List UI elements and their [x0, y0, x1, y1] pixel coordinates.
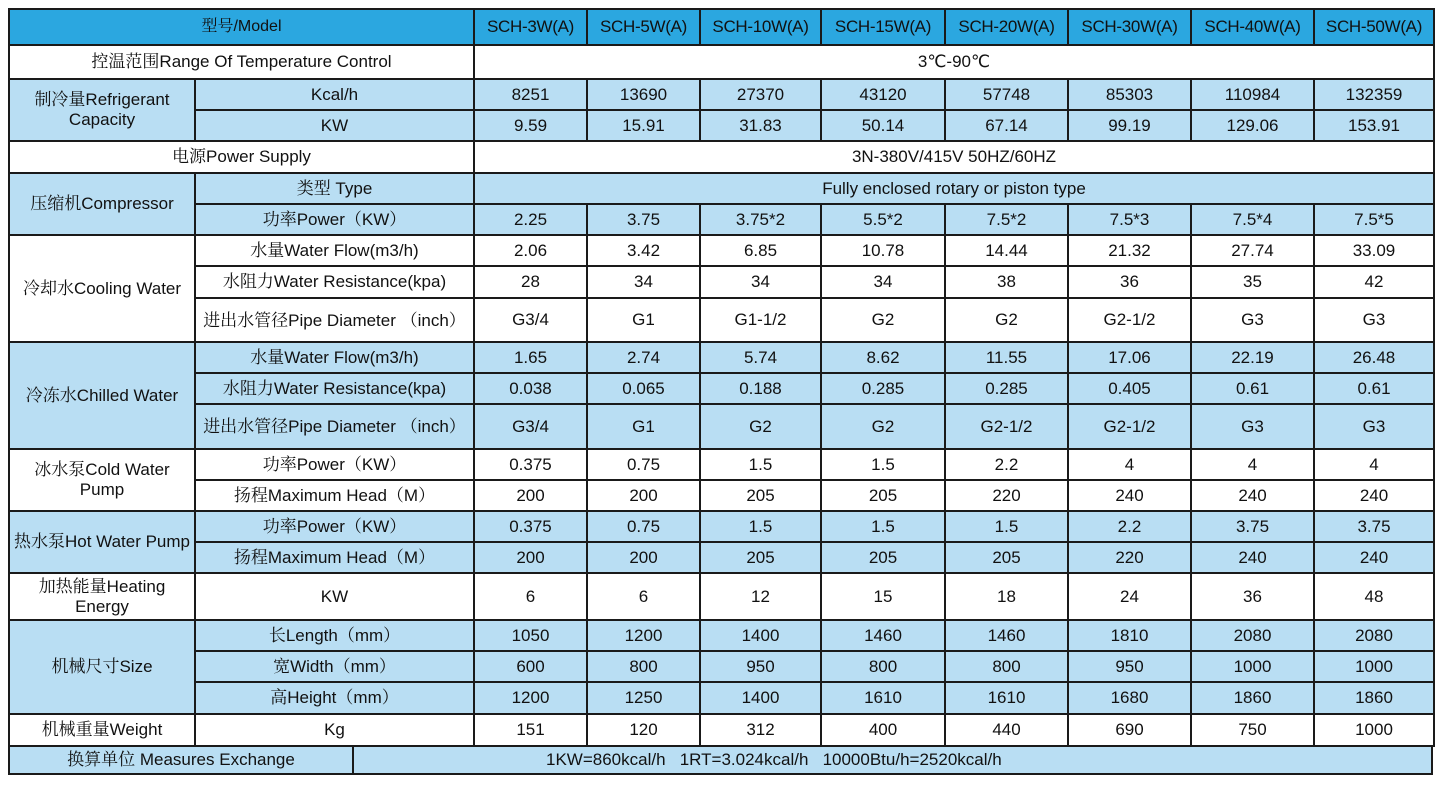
table-cell: 1200	[474, 682, 587, 714]
table-cell: 24	[1068, 573, 1191, 620]
table-cell: 200	[474, 542, 587, 573]
measures-exchange-value: 1KW=860kcal/h 1RT=3.024kcal/h 10000Btu/h=2520kcal/h	[546, 750, 1002, 769]
power-supply-label: 电源Power Supply	[9, 141, 474, 173]
table-cell: 3.75	[1191, 511, 1314, 542]
table-cell: 2.2	[1068, 511, 1191, 542]
model-name: SCH-5W(A)	[587, 9, 700, 45]
model-name: SCH-30W(A)	[1068, 9, 1191, 45]
chilled-flow-row	[9, 342, 1434, 373]
table-cell: 67.14	[945, 110, 1068, 141]
table-cell: 7.5*2	[945, 204, 1068, 235]
model-header-row	[9, 9, 1434, 45]
table-cell: 153.91	[1314, 110, 1434, 141]
hot-pump-power-row	[9, 511, 1434, 542]
table-cell: 1860	[1314, 682, 1434, 714]
heating-label: 加热能量Heating Energy	[9, 573, 195, 620]
table-cell: G2-1/2	[945, 404, 1068, 449]
hot-pump-head-label: 扬程Maximum Head（M）	[195, 542, 474, 573]
table-cell: 205	[700, 542, 821, 573]
table-cell: 33.09	[1314, 235, 1434, 266]
table-cell: 27.74	[1191, 235, 1314, 266]
table-cell: 800	[945, 651, 1068, 682]
model-name: SCH-15W(A)	[821, 9, 945, 45]
model-name: SCH-10W(A)	[700, 9, 821, 45]
table-cell: 48	[1314, 573, 1434, 620]
weight-row	[9, 714, 1434, 746]
table-cell: 1000	[1314, 651, 1434, 682]
size-height-label: 高Height（mm）	[195, 682, 474, 714]
compressor-type-value: Fully enclosed rotary or piston type	[474, 173, 1434, 204]
compressor-type-label: 类型 Type	[195, 173, 474, 204]
table-cell: 0.188	[700, 373, 821, 404]
table-cell: 1050	[474, 620, 587, 651]
table-cell: 3.75	[1314, 511, 1434, 542]
compressor-type-row	[9, 173, 1434, 204]
table-cell: 99.19	[1068, 110, 1191, 141]
table-cell: 12	[700, 573, 821, 620]
table-cell: 6	[587, 573, 700, 620]
table-cell: 36	[1191, 573, 1314, 620]
table-cell: 1.5	[821, 449, 945, 480]
table-cell: 31.83	[700, 110, 821, 141]
table-cell: G3	[1314, 298, 1434, 342]
table-cell: 1250	[587, 682, 700, 714]
table-cell: 750	[1191, 714, 1314, 746]
table-cell: 28	[474, 266, 587, 298]
table-cell: 0.61	[1314, 373, 1434, 404]
cooling-resistance-row	[9, 266, 1434, 298]
table-cell: 50.14	[821, 110, 945, 141]
table-cell: 34	[587, 266, 700, 298]
weight-unit: Kg	[195, 714, 474, 746]
table-cell: 1.65	[474, 342, 587, 373]
table-cell: 15	[821, 573, 945, 620]
cold-pump-label: 冰水泵Cold Water Pump	[9, 449, 195, 511]
table-cell: 43120	[821, 79, 945, 110]
chilled-pipe-label: 进出水管径Pipe Diameter （inch）	[195, 404, 474, 449]
cooling-resistance-label: 水阻力Water Resistance(kpa)	[195, 266, 474, 298]
table-cell: 3.75	[587, 204, 700, 235]
table-cell: 1460	[821, 620, 945, 651]
model-name: SCH-50W(A)	[1314, 9, 1434, 45]
temp-control-label: 控温范围Range Of Temperature Control	[9, 45, 474, 79]
temp-control-row	[9, 45, 1434, 79]
table-cell: 11.55	[945, 342, 1068, 373]
table-cell: G3	[1191, 298, 1314, 342]
hot-pump-power-label: 功率Power（KW）	[195, 511, 474, 542]
table-cell: 200	[587, 480, 700, 511]
chilled-water-label: 冷冻水Chilled Water	[9, 342, 195, 449]
table-cell: 240	[1068, 480, 1191, 511]
chilled-flow-label: 水量Water Flow(m3/h)	[195, 342, 474, 373]
table-cell: G1	[587, 298, 700, 342]
measures-exchange-label: 换算单位 Measures Exchange	[10, 747, 354, 773]
model-name: SCH-20W(A)	[945, 9, 1068, 45]
table-cell: 2.06	[474, 235, 587, 266]
refrigerant-kw-row	[9, 110, 1434, 141]
table-cell: 205	[821, 480, 945, 511]
table-cell: 800	[821, 651, 945, 682]
table-cell: 120	[587, 714, 700, 746]
spec-sheet	[8, 8, 1433, 786]
chilled-pipe-row	[9, 404, 1434, 449]
table-cell: 1810	[1068, 620, 1191, 651]
cooling-pipe-label: 进出水管径Pipe Diameter （inch）	[195, 298, 474, 342]
table-cell: 0.038	[474, 373, 587, 404]
table-cell: 13690	[587, 79, 700, 110]
table-cell: 1680	[1068, 682, 1191, 714]
table-cell: 800	[587, 651, 700, 682]
table-cell: 1000	[1314, 714, 1434, 746]
model-label: 型号/Model	[9, 9, 474, 45]
table-cell: 0.405	[1068, 373, 1191, 404]
table-cell: 0.75	[587, 449, 700, 480]
table-cell: 1.5	[700, 449, 821, 480]
table-cell: 42	[1314, 266, 1434, 298]
table-cell: 1610	[945, 682, 1068, 714]
table-cell: 4	[1068, 449, 1191, 480]
table-cell: 1460	[945, 620, 1068, 651]
cooling-pipe-row	[9, 298, 1434, 342]
cooling-flow-label: 水量Water Flow(m3/h)	[195, 235, 474, 266]
table-cell: 110984	[1191, 79, 1314, 110]
hot-pump-label: 热水泵Hot Water Pump	[9, 511, 195, 573]
cold-pump-power-row	[9, 449, 1434, 480]
table-cell: 1610	[821, 682, 945, 714]
model-name: SCH-3W(A)	[474, 9, 587, 45]
cooling-water-label: 冷却水Cooling Water	[9, 235, 195, 342]
table-cell: 34	[821, 266, 945, 298]
heating-row	[9, 573, 1434, 620]
table-cell: G2	[821, 404, 945, 449]
table-cell: 205	[945, 542, 1068, 573]
table-cell: 0.375	[474, 511, 587, 542]
chilled-resistance-row	[9, 373, 1434, 404]
table-cell: 0.065	[587, 373, 700, 404]
measures-exchange-row	[8, 745, 1433, 775]
table-cell: 151	[474, 714, 587, 746]
table-cell: 0.375	[474, 449, 587, 480]
table-cell: 7.5*3	[1068, 204, 1191, 235]
table-cell: 3.75*2	[700, 204, 821, 235]
table-cell: 2.74	[587, 342, 700, 373]
table-cell: 1860	[1191, 682, 1314, 714]
table-cell: 4	[1314, 449, 1434, 480]
spec-table	[8, 8, 1435, 747]
table-cell: 10.78	[821, 235, 945, 266]
size-label: 机械尺寸Size	[9, 620, 195, 714]
table-cell: 312	[700, 714, 821, 746]
table-cell: 1200	[587, 620, 700, 651]
table-cell: 2.2	[945, 449, 1068, 480]
weight-label: 机械重量Weight	[9, 714, 195, 746]
table-cell: 18	[945, 573, 1068, 620]
table-cell: 0.75	[587, 511, 700, 542]
size-height-row	[9, 682, 1434, 714]
table-cell: 132359	[1314, 79, 1434, 110]
table-cell: 26.48	[1314, 342, 1434, 373]
table-cell: 35	[1191, 266, 1314, 298]
table-cell: G1-1/2	[700, 298, 821, 342]
table-cell: 1.5	[945, 511, 1068, 542]
refrigerant-kcal-unit: Kcal/h	[195, 79, 474, 110]
table-cell: 57748	[945, 79, 1068, 110]
table-cell: 36	[1068, 266, 1191, 298]
temp-control-value: 3℃-90℃	[474, 45, 1434, 79]
hot-pump-head-row	[9, 542, 1434, 573]
table-cell: 240	[1314, 480, 1434, 511]
table-cell: G2	[821, 298, 945, 342]
table-cell: 3.42	[587, 235, 700, 266]
table-cell: 6	[474, 573, 587, 620]
table-cell: 400	[821, 714, 945, 746]
table-cell: 7.5*5	[1314, 204, 1434, 235]
table-cell: 205	[700, 480, 821, 511]
table-cell: G2-1/2	[1068, 404, 1191, 449]
table-cell: 0.285	[945, 373, 1068, 404]
table-cell: G2	[700, 404, 821, 449]
size-width-label: 宽Width（mm）	[195, 651, 474, 682]
table-cell: 240	[1191, 480, 1314, 511]
table-cell: 240	[1314, 542, 1434, 573]
table-cell: G2	[945, 298, 1068, 342]
cooling-flow-row	[9, 235, 1434, 266]
table-cell: 85303	[1068, 79, 1191, 110]
table-cell: 21.32	[1068, 235, 1191, 266]
table-cell: 17.06	[1068, 342, 1191, 373]
chilled-resistance-label: 水阻力Water Resistance(kpa)	[195, 373, 474, 404]
table-cell: 14.44	[945, 235, 1068, 266]
compressor-power-label: 功率Power（KW）	[195, 204, 474, 235]
table-cell: G2-1/2	[1068, 298, 1191, 342]
table-cell: 690	[1068, 714, 1191, 746]
table-cell: 7.5*4	[1191, 204, 1314, 235]
table-cell: 950	[700, 651, 821, 682]
table-cell: 2080	[1314, 620, 1434, 651]
table-cell: G1	[587, 404, 700, 449]
table-cell: 205	[821, 542, 945, 573]
table-cell: 1.5	[700, 511, 821, 542]
refrigerant-label: 制冷量Refrigerant Capacity	[9, 79, 195, 141]
size-width-row	[9, 651, 1434, 682]
table-cell: G3	[1314, 404, 1434, 449]
table-cell: 34	[700, 266, 821, 298]
table-cell: 2.25	[474, 204, 587, 235]
model-name: SCH-40W(A)	[1191, 9, 1314, 45]
table-cell: G3/4	[474, 404, 587, 449]
power-supply-value: 3N-380V/415V 50HZ/60HZ	[474, 141, 1434, 173]
table-cell: 1400	[700, 620, 821, 651]
table-cell: 9.59	[474, 110, 587, 141]
table-cell: 0.61	[1191, 373, 1314, 404]
heating-unit: KW	[195, 573, 474, 620]
table-cell: 4	[1191, 449, 1314, 480]
table-cell: 129.06	[1191, 110, 1314, 141]
table-cell: 600	[474, 651, 587, 682]
refrigerant-kw-unit: KW	[195, 110, 474, 141]
table-cell: 200	[587, 542, 700, 573]
cold-pump-head-row	[9, 480, 1434, 511]
table-cell: 950	[1068, 651, 1191, 682]
table-cell: 220	[1068, 542, 1191, 573]
table-cell: 1000	[1191, 651, 1314, 682]
table-cell: G3/4	[474, 298, 587, 342]
table-cell: 440	[945, 714, 1068, 746]
table-cell: 2080	[1191, 620, 1314, 651]
table-cell: 8.62	[821, 342, 945, 373]
size-length-row	[9, 620, 1434, 651]
compressor-label: 压缩机Compressor	[9, 173, 195, 235]
table-cell: 22.19	[1191, 342, 1314, 373]
table-cell: 1400	[700, 682, 821, 714]
size-length-label: 长Length（mm）	[195, 620, 474, 651]
table-cell: G3	[1191, 404, 1314, 449]
table-cell: 5.5*2	[821, 204, 945, 235]
table-cell: 240	[1191, 542, 1314, 573]
table-cell: 220	[945, 480, 1068, 511]
cold-pump-head-label: 扬程Maximum Head（M）	[195, 480, 474, 511]
power-supply-row	[9, 141, 1434, 173]
table-cell: 15.91	[587, 110, 700, 141]
table-cell: 0.285	[821, 373, 945, 404]
table-cell: 200	[474, 480, 587, 511]
cold-pump-power-label: 功率Power（KW）	[195, 449, 474, 480]
refrigerant-kcal-row	[9, 79, 1434, 110]
table-cell: 27370	[700, 79, 821, 110]
table-cell: 38	[945, 266, 1068, 298]
table-cell: 1.5	[821, 511, 945, 542]
table-cell: 5.74	[700, 342, 821, 373]
table-cell: 8251	[474, 79, 587, 110]
compressor-power-row	[9, 204, 1434, 235]
table-cell: 6.85	[700, 235, 821, 266]
